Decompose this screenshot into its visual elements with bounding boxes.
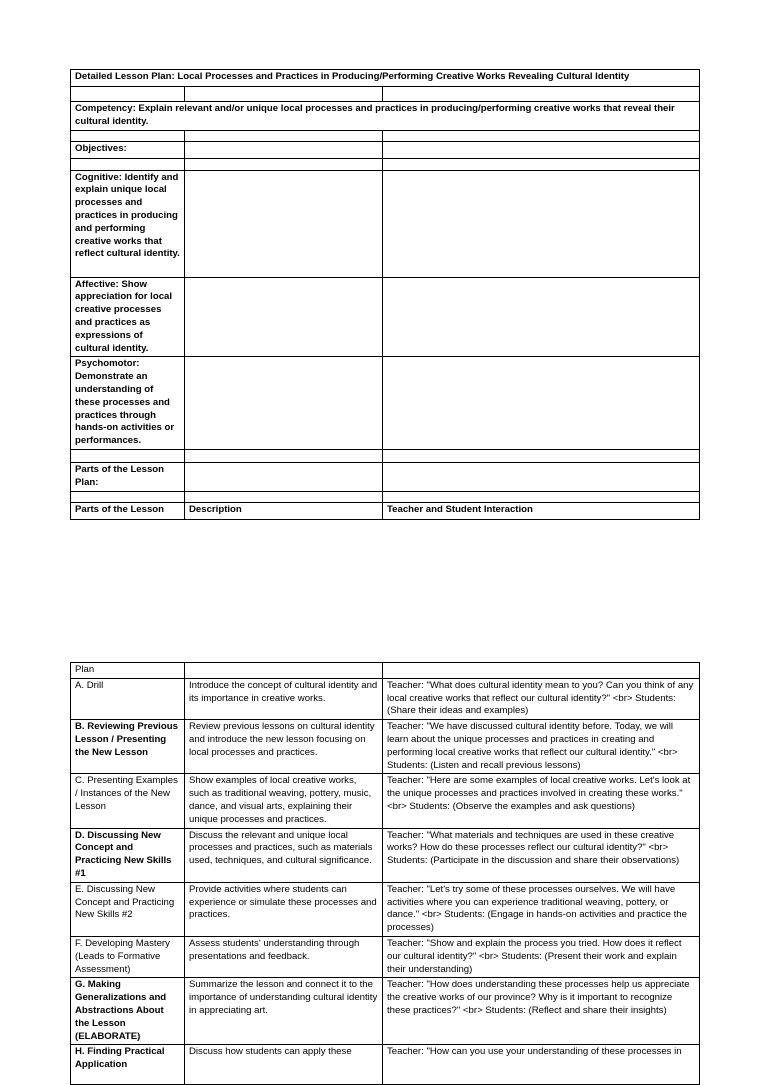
affective-objective: Affective: Show appreciation for local creative processes and practices as expressions of cultural identity. (71, 277, 185, 357)
lesson-part: E. Discussing New Concept and Practicing New Skills #2 (71, 882, 185, 936)
table-row (71, 978, 700, 1045)
table-row (71, 678, 700, 719)
affective-objective-row (71, 277, 700, 357)
lesson-plan-header-table (70, 69, 700, 520)
table-row (71, 882, 700, 936)
competency-text: Competency: Explain relevant and/or unique local processes and practices in producing/performing creative works that reveal their cultural identity. (71, 102, 700, 131)
objectives-row (71, 141, 700, 158)
lesson-part: A. Drill (71, 678, 185, 719)
objectives-label: Objectives: (71, 141, 185, 158)
table-row (71, 720, 700, 774)
empty-row (71, 449, 700, 462)
lesson-description: Assess students' understanding through presentations and feedback. (185, 936, 383, 977)
lesson-interaction: Teacher: "How does understanding these processes help us appreciate the creative works of our province? Why is it important to recognize these practices?" <br> Students: (Reflect and share their insights) (383, 978, 700, 1045)
lesson-description: Summarize the lesson and connect it to the importance of understanding cultural identity in appreciating art. (185, 978, 383, 1045)
lesson-interaction: Teacher: "Here are some examples of local creative works. Let's look at the unique processes and practices involved in creating these works." <br> Students: (Observe the examples and ask questions) (383, 774, 700, 828)
empty-row (71, 87, 700, 102)
empty-row (71, 130, 700, 141)
table-row (71, 774, 700, 828)
lesson-interaction: Teacher: "What does cultural identity mean to you? Can you think of any local creative works that reflect our cultural identity?" <br> Students: (Share their ideas and examples) (383, 678, 700, 719)
document-title: Detailed Lesson Plan: Local Processes and Practices in Producing/Performing Creative Works Revealing Cultural Identity (71, 70, 700, 87)
empty-row (71, 158, 700, 170)
lesson-interaction: Teacher: "Show and explain the process you tried. How does it reflect our cultural identity?" <br> Students: (Present their work and explain their understanding) (383, 936, 700, 977)
column-header-row (71, 502, 700, 519)
title-row (71, 70, 700, 87)
plan-label-row (71, 663, 700, 679)
header-parts: Parts of the Lesson (71, 502, 185, 519)
lesson-part: G. Making Generalizations and Abstractions About the Lesson (ELABORATE) (71, 978, 185, 1045)
psychomotor-objective: Psychomotor: Demonstrate an understanding of these processes and practices through hands-on activities or performances. (71, 357, 185, 450)
lesson-interaction: Teacher: "How can you use your understanding of these processes in (383, 1045, 700, 1085)
lesson-description: Show examples of local creative works, such as traditional weaving, pottery, music, dance, and visual arts, explaining their unique processes and practices. (185, 774, 383, 828)
lesson-part: B. Reviewing Previous Lesson / Presenting the New Lesson (71, 720, 185, 774)
lesson-part: C. Presenting Examples / Instances of the New Lesson (71, 774, 185, 828)
lesson-interaction: Teacher: "What materials and techniques are used in these creative works? How do these processes reflect our cultural identity?" <br> Students: (Participate in the discussion and share their observations) (383, 828, 700, 882)
competency-row (71, 102, 700, 131)
empty-row (71, 491, 700, 502)
lesson-description: Introduce the concept of cultural identity and its importance in creative works. (185, 678, 383, 719)
header-interaction: Teacher and Student Interaction (383, 502, 700, 519)
lesson-interaction: Teacher: "Let's try some of these processes ourselves. We will have activities where you can experience traditional weaving, pottery, or dance." <br> Students: (Engage in hands-on activities and practice the processes) (383, 882, 700, 936)
table-row (71, 1045, 700, 1085)
lesson-part: H. Finding Practical Application (71, 1045, 185, 1085)
table-row (71, 936, 700, 977)
lesson-interaction: Teacher: "We have discussed cultural identity before. Today, we will learn about the unique processes and practices in creating and performing local creative works that reflect our cultural identity." <br> Students: (Listen and recall previous lessons) (383, 720, 700, 774)
psychomotor-objective-row (71, 357, 700, 450)
lesson-part: D. Discussing New Concept and Practicing New Skills #1 (71, 828, 185, 882)
lesson-part: F. Developing Mastery (Leads to Formative Assessment) (71, 936, 185, 977)
lesson-description: Discuss the relevant and unique local processes and practices, such as materials used, techniques, and cultural significance. (185, 828, 383, 882)
parts-of-plan-label: Parts of the Lesson Plan: (71, 462, 185, 491)
lesson-description: Review previous lessons on cultural identity and introduce the new lesson focusing on local processes and practices. (185, 720, 383, 774)
plan-label: Plan (71, 663, 185, 679)
lesson-description: Provide activities where students can experience or simulate these processes and practices. (185, 882, 383, 936)
table-row (71, 828, 700, 882)
header-description: Description (185, 502, 383, 519)
parts-of-plan-row (71, 462, 700, 491)
lesson-plan-body-table (70, 662, 700, 1085)
lesson-description: Discuss how students can apply these (185, 1045, 383, 1085)
cognitive-objective-row (71, 170, 700, 277)
cognitive-objective: Cognitive: Identify and explain unique local processes and practices in producing and performing creative works that reflect cultural identity. (71, 170, 185, 277)
